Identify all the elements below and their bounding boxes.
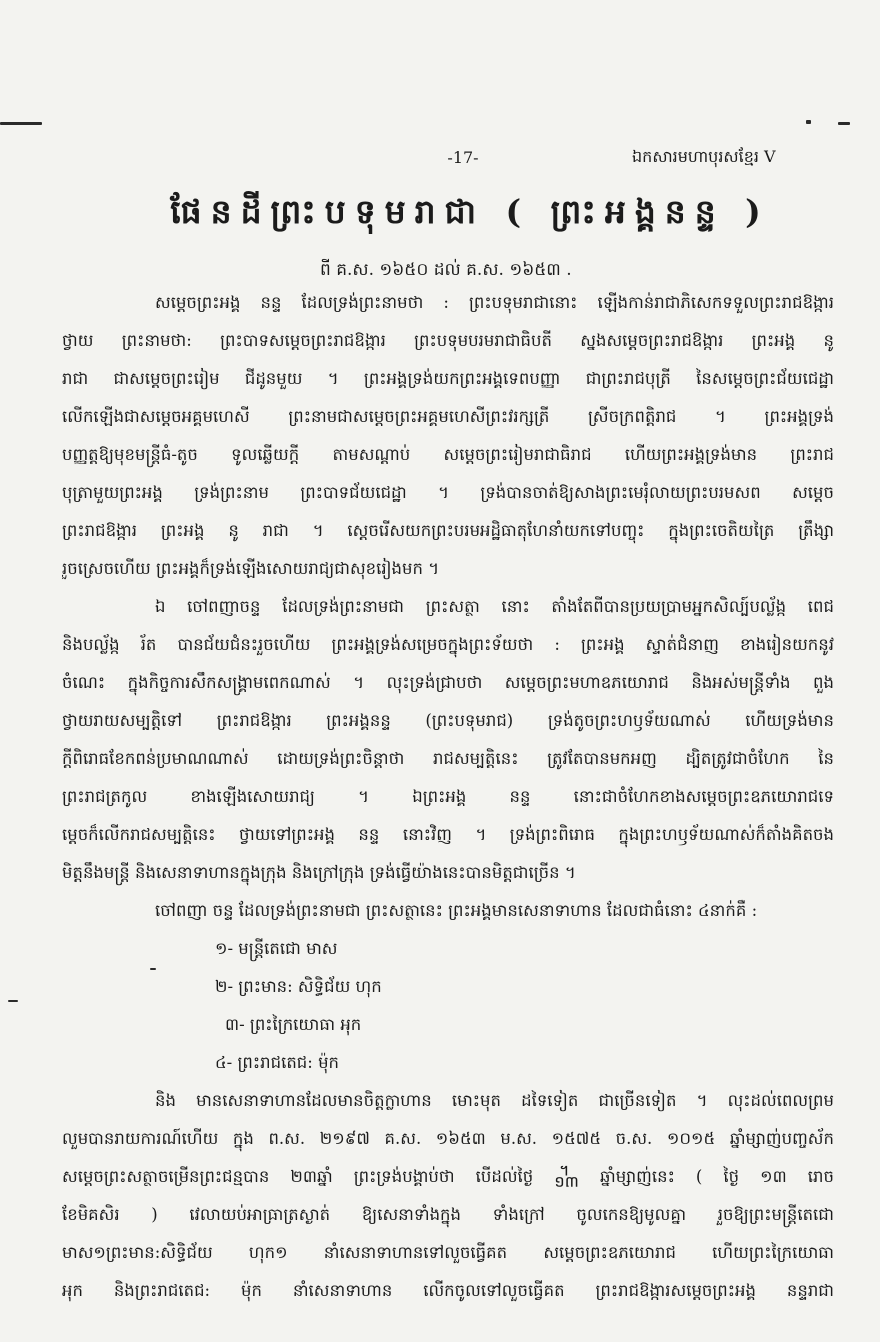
- body-line: ម្តេចក៏លើករាជសម្បត្តិនេះ ថ្វាយទៅព្រះអង្គ នន្ទ នោះវិញ ។ ទ្រង់ព្រះពិរោធ ក្នុងព្រះហឫទ័យណាស់ក៏តាំងគិតចង: [62, 825, 834, 844]
- body-line: ព្រះរាជឱង្ការ ព្រះអង្គ នូ រាជា ។ ស្តេចរើសយកព្រះបរមអដ្ឋិធាតុហែនាំយកទៅបញ្ចុះ ក្នុងព្រះចេតិយត្រៃ ត្រឹង្សា: [62, 521, 834, 540]
- list-item: ២- ព្រះមាន: សិទ្ធិជ័យ ហុក: [215, 977, 382, 996]
- list-item: ១- មន្ត្រីតេជោ មាស: [215, 939, 338, 958]
- scan-mark: [8, 1000, 18, 1002]
- document-body: [62, 284, 834, 1310]
- body-line: និងបល្ល័ង្ក រ័ត បានជ័យជំនះរួចហើយ ព្រះអង្គទ្រង់សម្រេចក្នុងព្រះទ័យថា : ព្រះអង្គ ស្ទាត់ជំនាញ ខាងរៀនយកនូវ: [62, 635, 834, 654]
- body-line: ព្រះរាជត្រកូល ខាងឡើងសោយរាជ្យ ។ ឯព្រះអង្គ នន្ទ នោះជាចំហែកខាងសម្តេចព្រះឧភយោរាជទេ: [62, 787, 834, 806]
- page-number: -17-: [447, 148, 479, 167]
- body-line: ឯ ចៅពញាចន្ទ ដែលទ្រង់ព្រះនាមជា ព្រះសត្ថា នោះ តាំងតែពីបានប្រយប្រាមអ្នកសិល្ប៍បល្ល័ង្ក ពេជ: [155, 597, 834, 616]
- body-line: និង មានសេនាទាហានដែលមានចិត្តក្លាហាន មោះមុត ដទៃទៀត ជាច្រើនទៀត ។ លុះដល់ពេលព្រម: [155, 1091, 834, 1110]
- body-line: ចំណេះ ក្នុងកិច្ចការសឹកសង្គ្រាមពេកណាស់ ។ លុះទ្រង់ជ្រាបថា សម្តេចព្រះមហាឧភយោរាជ និងអស់មន្ត្រីទាំង ពួង: [62, 673, 834, 692]
- body-line: ខែមិគសិរ ) វេលាយប់អាធ្រាត្រស្ងាត់ ឱ្យសេនាទាំងក្នុង ទាំងក្រៅ ចូលកេនឱ្យមូលគ្នា រួចឱ្យព្រះមន្ត្រីតេជោ: [62, 1205, 834, 1224]
- body-line: លើកឡើងជាសម្តេចអគ្គមហេសី ព្រះនាមជាសម្តេចព្រះអគ្គមហេសីព្រះវរក្សត្រី ស្រីចក្រពត្តិរាជ ។ ព្រះអង្គទ្រង់: [62, 407, 834, 426]
- scan-mark: [0, 122, 42, 125]
- body-line: លួមបានរាយការណ៍ហើយ ក្នុង ព.ស. ២១៩៧ គ.ស. ១៦៥៣ ម.ស. ១៥៧៥ ច.ស. ១០១៥ ឆ្នាំម្សាញ់បញ្ចស័ក: [62, 1129, 834, 1148]
- body-line: ថ្វាយរាយសម្បត្តិទៅ ព្រះរាជឱង្ការ ព្រះអង្គនន្ទ (ព្រះបទុមរាជ) ទ្រង់តូចព្រះហឫទ័យណាស់ ហើយទ្រង់មាន: [62, 711, 834, 730]
- list-item: ៤- ព្រះរាជតេជ: ម៉ុក: [215, 1053, 340, 1072]
- scan-mark: [838, 122, 850, 125]
- body-line: ក្តីពិរោធខែកពន់ប្រមាណណាស់ ដោយទ្រង់ព្រះចិន្តាថា រាជសម្បត្តិនេះ ត្រូវតែបានមកអញ ដ្បិតត្រូវជាចំហែក នៃ: [62, 749, 834, 768]
- body-line: មាស១ព្រះមាន:សិទ្ធិជ័យ ហុក១ នាំសេនាទាហានទៅលួចធ្វើគត សម្តេចព្រះឧភយោរាជ ហើយព្រះក្រៃយោធា: [62, 1243, 834, 1262]
- body-line: សម្តេចព្រះអង្គ នន្ទ ដែលទ្រង់ព្រះនាមថា : ព្រះបទុមរាជានោះ ឡើងកាន់រាជាភិសេកទទួលព្រះរាជឱង្ការ: [155, 293, 834, 312]
- body-line: រួចស្រេចហើយ ព្រះអង្គក៏ទ្រង់ឡើងសោយរាជ្យជាសុខរៀងមក ។: [62, 559, 440, 578]
- date-range-subtitle: ពី គ.ស. ១៦៥០ ដល់ គ.ស. ១៦៥៣ .: [320, 260, 572, 280]
- chapter-title: ផែនដីព្រះបទុមរាជា ( ព្រះអង្គនន្ទ ): [170, 192, 770, 231]
- body-line: អុក និងព្រះរាជតេជ: ម៉ុក នាំសេនាទាហាន លើកចូលទៅលួចធ្វើគត ព្រះរាជឱង្ការសម្តេចព្រះអង្គ នន្ទរាជា: [62, 1281, 834, 1300]
- body-line: បុត្រាមួយព្រះអង្គ ទ្រង់ព្រះនាម ព្រះបាទជ័យជេដ្ឋា ។ ទ្រង់បានចាត់ឱ្យសាងព្រះមេរុំលាយព្រះបរមសព សម្តេច: [62, 483, 834, 502]
- body-line: ថ្វាយ ព្រះនាមថា: ព្រះបាទសម្តេចព្រះរាជឱង្ការ ព្រះបទុមបរមរាជាធិបតី ស្នងសម្តេចព្រះរាជឱង្ការ ព្រះអង្គ នូ: [62, 331, 834, 350]
- body-line: មិត្តនឹងមន្ត្រី និងសេនាទាហានក្នុងក្រុង និងក្រៅក្រុង ទ្រង់ធ្វើយ៉ាងនេះបានមិត្តជាច្រើន ។: [62, 863, 576, 882]
- body-line: បញ្ញត្តឱ្យមុខមន្ត្រីធំ-តូច ទូលឆ្លើយក្តី តាមសណ្តាប់ សម្តេចព្រះរៀមរាជាធិរាជ ហើយព្រះអង្គទ្រង់មាន ព្រះរាជ: [62, 445, 834, 464]
- list-item: ៣- ព្រះក្រៃយោធា អុក: [225, 1015, 362, 1034]
- commanders-intro: ចៅពញា ចន្ទ ដែលទ្រង់ព្រះនាមជា ព្រះសត្ថានេះ ព្រះអង្គមានសេនាទាហាន ដែលជាធំនោះ ៤នាក់គឺ :: [155, 901, 758, 920]
- scan-mark: [806, 120, 811, 124]
- body-line: សម្តេចព្រះសត្ថាចម្រើនព្រះជន្មបាន ២៣ឆ្នាំ ព្រះទ្រង់បង្គាប់ថា បើដល់ថ្ងៃ ᧽ ឆ្នាំម្សាញ់នេះ ( ថ្ងៃ ១៣ រោច: [62, 1167, 834, 1186]
- running-title: ឯកសារមហាបុរសខ្មែរ V: [632, 147, 776, 166]
- body-line: រាជា ជាសម្តេចព្រះរៀម ជីដូនមួយ ។ ព្រះអង្គទ្រង់យកព្រះអង្គទេពបញ្ញា ជាព្រះរាជបុត្រី នៃសម្តេចព្រះជ័យជេដ្ឋា: [62, 369, 834, 388]
